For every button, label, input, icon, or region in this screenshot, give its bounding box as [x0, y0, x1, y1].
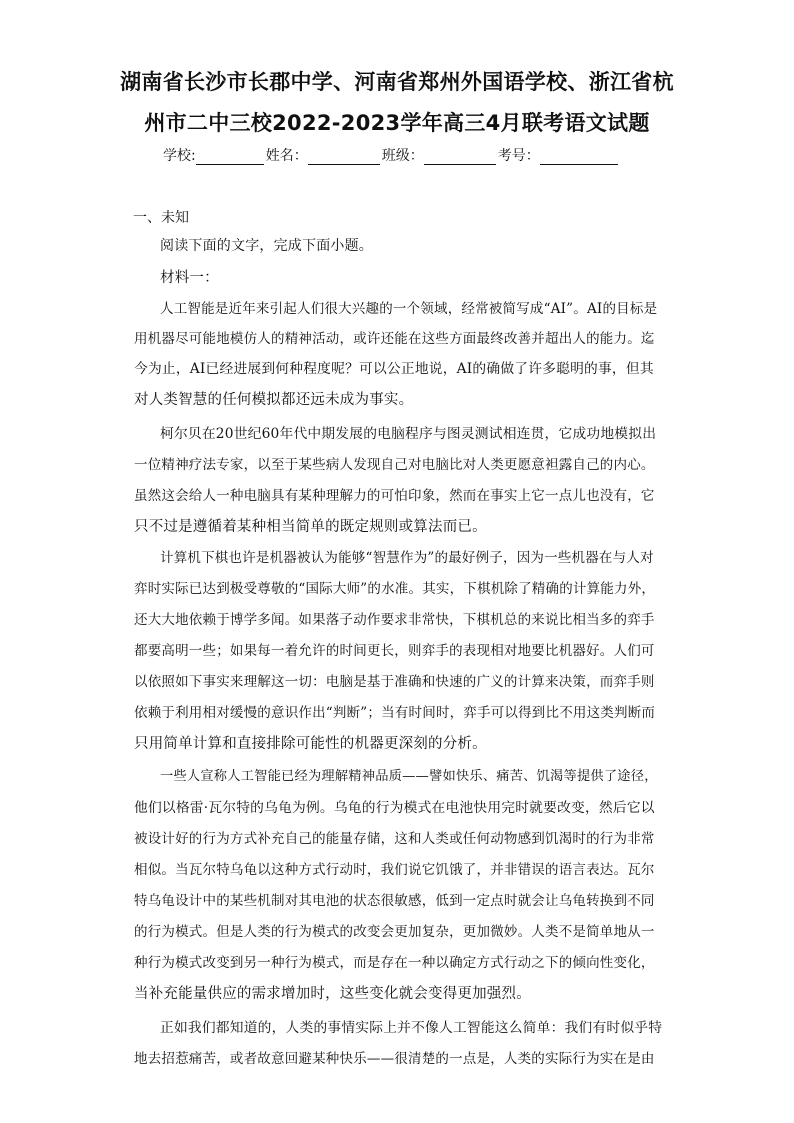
material-label: 材料一：	[160, 270, 219, 286]
paragraph-line: 一位精神疗法专家，以至于某些病人发现自己对电脑比对人类更愿意袒露自己的内心。	[134, 457, 655, 473]
class-blank[interactable]	[424, 149, 496, 165]
paragraph-line: 都要高明一些；如果每一着允许的时间更长，则弈手的表现相对地要比机器好。人们可	[134, 643, 655, 659]
exam-title-line2: 州市二中三校2022-2023学年高三4月联考语文试题	[144, 111, 650, 135]
school-label: 学校:	[163, 148, 196, 164]
paragraph-line: 还大大地依赖于博学多闻。如果落子动作要求非常快，下棋机总的来说比相当多的弈手	[134, 612, 655, 628]
paragraph-line: 一些人宣称人工智能已经为理解精神品质——譬如快乐、痛苦、饥渴等提供了途径，	[160, 769, 658, 784]
class-label: 班级：	[381, 148, 424, 164]
paragraph-line: 对人类智慧的任何模拟都还远未成为事实。	[134, 392, 414, 408]
paragraph-line: 只不过是遵循着某种相当简单的既定规则或算法而已。	[134, 519, 487, 535]
paragraph-line: 今为止，AI已经进展到何种程度呢？可以公正地说，AI的确做了许多聪明的事，但其	[134, 361, 654, 377]
name-label: 姓名：	[265, 148, 308, 164]
exam-number-blank[interactable]	[540, 149, 618, 165]
paragraph-line: 只用简单计算和直接排除可能性的机器更深刻的分析。	[134, 736, 487, 752]
paragraph-line: 相似。当瓦尔特乌龟以这种方式行动时，我们说它饥饿了，并非错误的语言表达。瓦尔	[134, 862, 655, 878]
paragraph-line: 被设计好的行为方式补充自己的能量存储，这和人类或任何动物感到饥渴时的行为非常	[134, 831, 655, 847]
paragraph-line: 的行为模式。但是人类的行为模式的改变会更加复杂，更加微妙。人类不是简单地从一	[134, 924, 655, 940]
paragraph-line: 当补充能量供应的需求增加时，这些变化就会变得更加强烈。	[134, 986, 531, 1002]
paragraph-line: 他们以格雷·瓦尔特的乌龟为例。乌龟的行为模式在电池快用完时就要改变，然后它以	[134, 800, 655, 816]
exam-number-label: 考号：	[497, 148, 540, 164]
paragraph-line: 计算机下棋也许是机器被认为能够“智慧作为”的最好例子，因为一些机器在与人对	[160, 550, 654, 566]
paragraph-line: 种行为模式改变到另一种行为模式，而是存在一种以确定方式行动之下的倾向性变化，	[134, 955, 655, 971]
paragraph-line: 用机器尽可能地模仿人的精神活动，或许还能在这些方面最终改善并超出人的能力。迄	[134, 331, 655, 347]
exam-title-line1: 湖南省长沙市长郡中学、河南省郑州外国语学校、浙江省杭	[120, 70, 674, 94]
paragraph-line: 正如我们都知道的，人类的事情实际上并不像人工智能这么简单：我们有时似乎特	[160, 1020, 663, 1036]
student-info-row	[163, 145, 643, 165]
paragraph-line: 以依照如下事实来理解这一切：电脑是基于准确和快速的广义的计算来决策，而弈手则	[134, 674, 655, 690]
paragraph-line: 虽然这会给人一种电脑具有某种理解力的可怕印象，然而在事实上它一点儿也没有，它	[134, 488, 655, 504]
paragraph-line: 地去招惹痛苦，或者故意回避某种快乐——很清楚的一点是，人类的实际行为实在是由	[134, 1051, 655, 1067]
paragraph-line: 特乌龟设计中的某些机制对其电池的状态很敏感，低到一定点时就会让乌龟转换到不同	[134, 893, 655, 909]
paragraph-line: 弈时实际已达到极受尊敬的“国际大师”的水准。其实，下棋机除了精确的计算能力外，	[134, 581, 656, 597]
school-blank[interactable]	[196, 149, 264, 165]
paragraph-line: 依赖于利用相对缓慢的意识作出“判断”；当有时间时，弈手可以得到比不用这类判断而	[134, 705, 656, 721]
name-blank[interactable]	[308, 149, 380, 165]
instruction-text: 阅读下面的文字，完成下面小题。	[160, 238, 373, 254]
section-heading: 一、未知	[133, 210, 189, 226]
paragraph-line: 柯尔贝在20世纪60年代中期发展的电脑程序与图灵测试相连贯，它成功地模拟出	[160, 426, 657, 442]
paragraph-line: 人工智能是近年来引起人们很大兴趣的一个领域，经常被简写成“AI”。AI的目标是	[160, 301, 658, 317]
